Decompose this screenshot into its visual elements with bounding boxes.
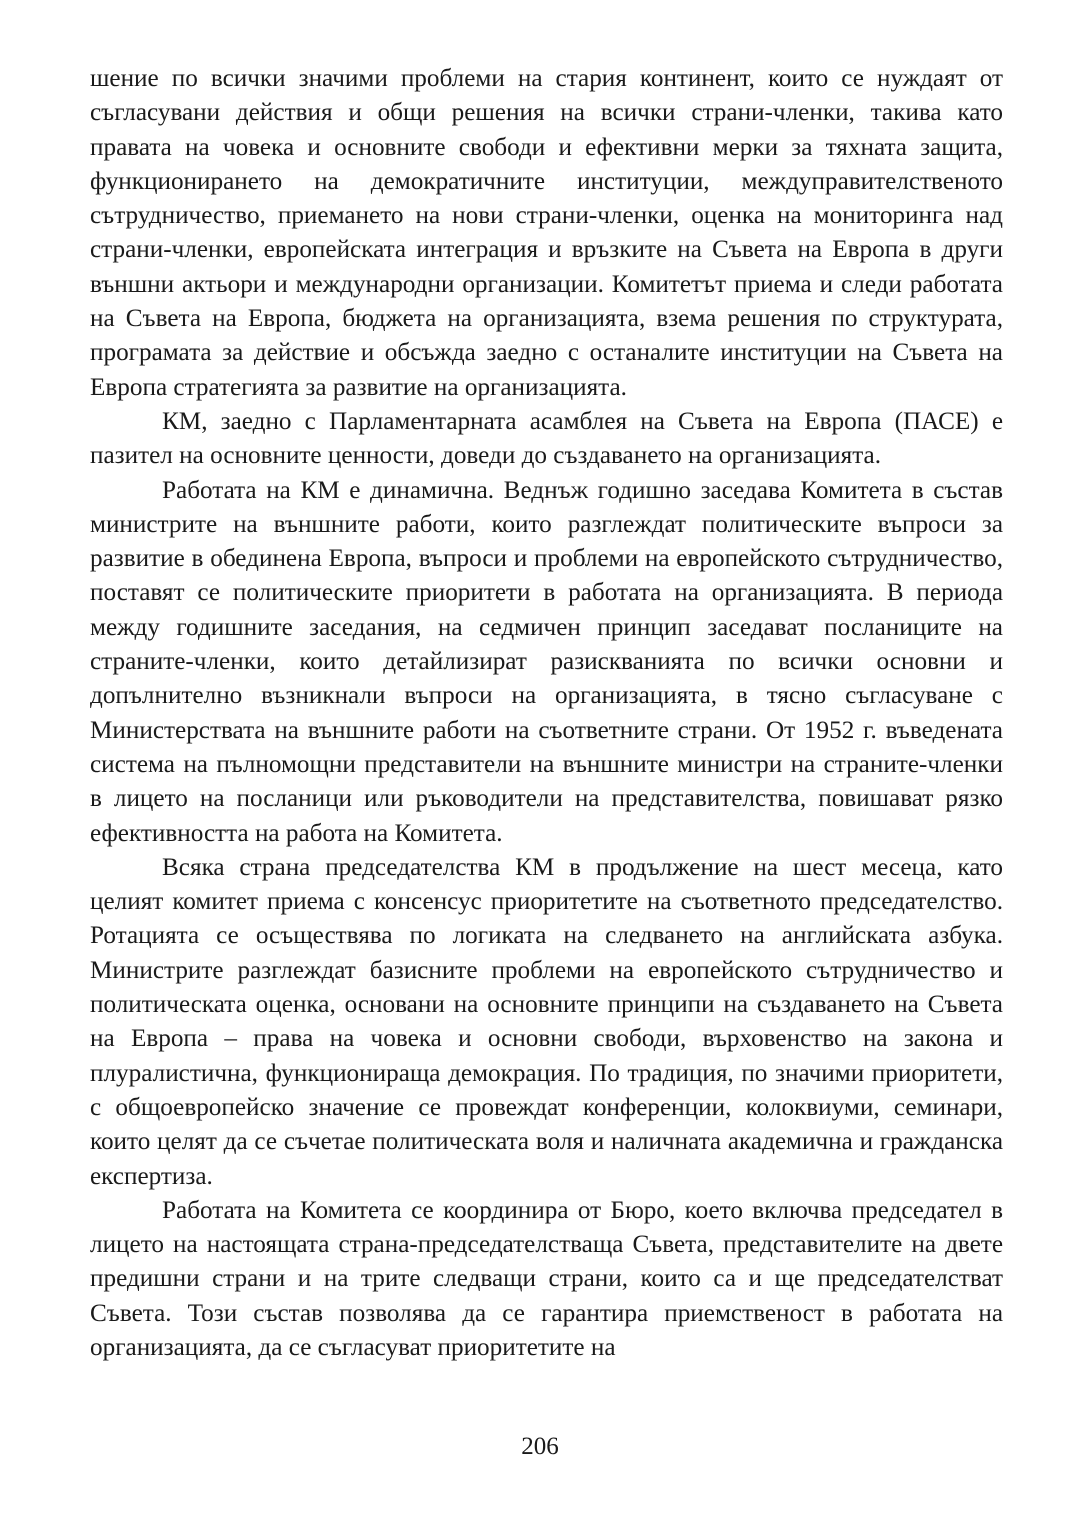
page-number: 206	[521, 1433, 559, 1460]
paragraph-bureau: Работата на Комитета се координира от Бюро, което включва председател в лицето на настоящата страна-председателстваща Съвета, представителите на двете предишни страни и на трите следващи страни, които са и ще председателстват Съвета. Този състав позволява да се гарантира приемственост в работата на организацията, да се съгласуват приоритетите на	[90, 1196, 1003, 1361]
paragraph-km-pace: КМ, заедно с Парламентарната асамблея на Съвета на Европа (ПАСЕ) е пазител на основните ценности, доведи до създаването на организацията.	[90, 407, 1003, 470]
body-text	[90, 62, 1003, 1365]
paragraph-km-work: Работата на КМ е динамична. Веднъж годишно заседава Комитета в състав министрите на външните работи, които разглеждат политическите въпроси за развитие в обединена Европа, въпроси и проблеми на европейското сътрудничество, поставят се политическите приоритети в работата на организацията. В периода между годишните заседания, на седмичен принцип заседават посланиците на страните-членки, които детайлизират разискванията по всички основни и допълнително възникнали въпроси на организацията, в тясно съгласуване с Министерствата на външните работи на съответните страни. От 1952 г. въведената система на пълномощни представители на външните министри на страните-членки в лицето на посланици или ръководители на представителства, повишават рязко ефективността на работа на Комитета.	[90, 476, 1003, 847]
paragraph-continuation: шение по всички значими проблеми на стария континент, които се нуждаят от съгласувани действия и общи решения на всички страни-членки, такива като правата на човека и основните свободи и ефективни мерки за тяхната защита, функционирането на демократичните институции, междуправителственото сътрудничество, приемането на нови страни-членки, оценка на мониторинга над страни-членки, европейската интеграция и връзките на Съвета на Европа в други външни актьори и международни организации. Комитетът приема и следи работата на Съвета на Европа, бюджета на организацията, взема решения по структурата, програмата за действие и обсъжда заедно с останалите институции на Съвета на Европа стратегията за развитие на организацията.	[90, 65, 1003, 401]
paragraph-presidency: Всяка страна председателства КМ в продължение на шест месеца, като целият комитет приема с консенсус приоритетите на съответното председателство. Ротацията се осъществява по логиката на следването на английската азбука. Министрите разглеждат базисните проблеми на европейското сътрудничество и политическата оценка, основани на основните принципи на създаването на Съвета на Европа – права на човека и основни свободи, върховенство на закона и плуралистична, функционираща демокрация. По традиция, по значими приоритети, с общоевропейско значение се провеждат конференции, колоквиуми, семинари, които целят да се съчетае политическата воля и наличната академична и гражданска експертиза.	[90, 853, 1003, 1190]
